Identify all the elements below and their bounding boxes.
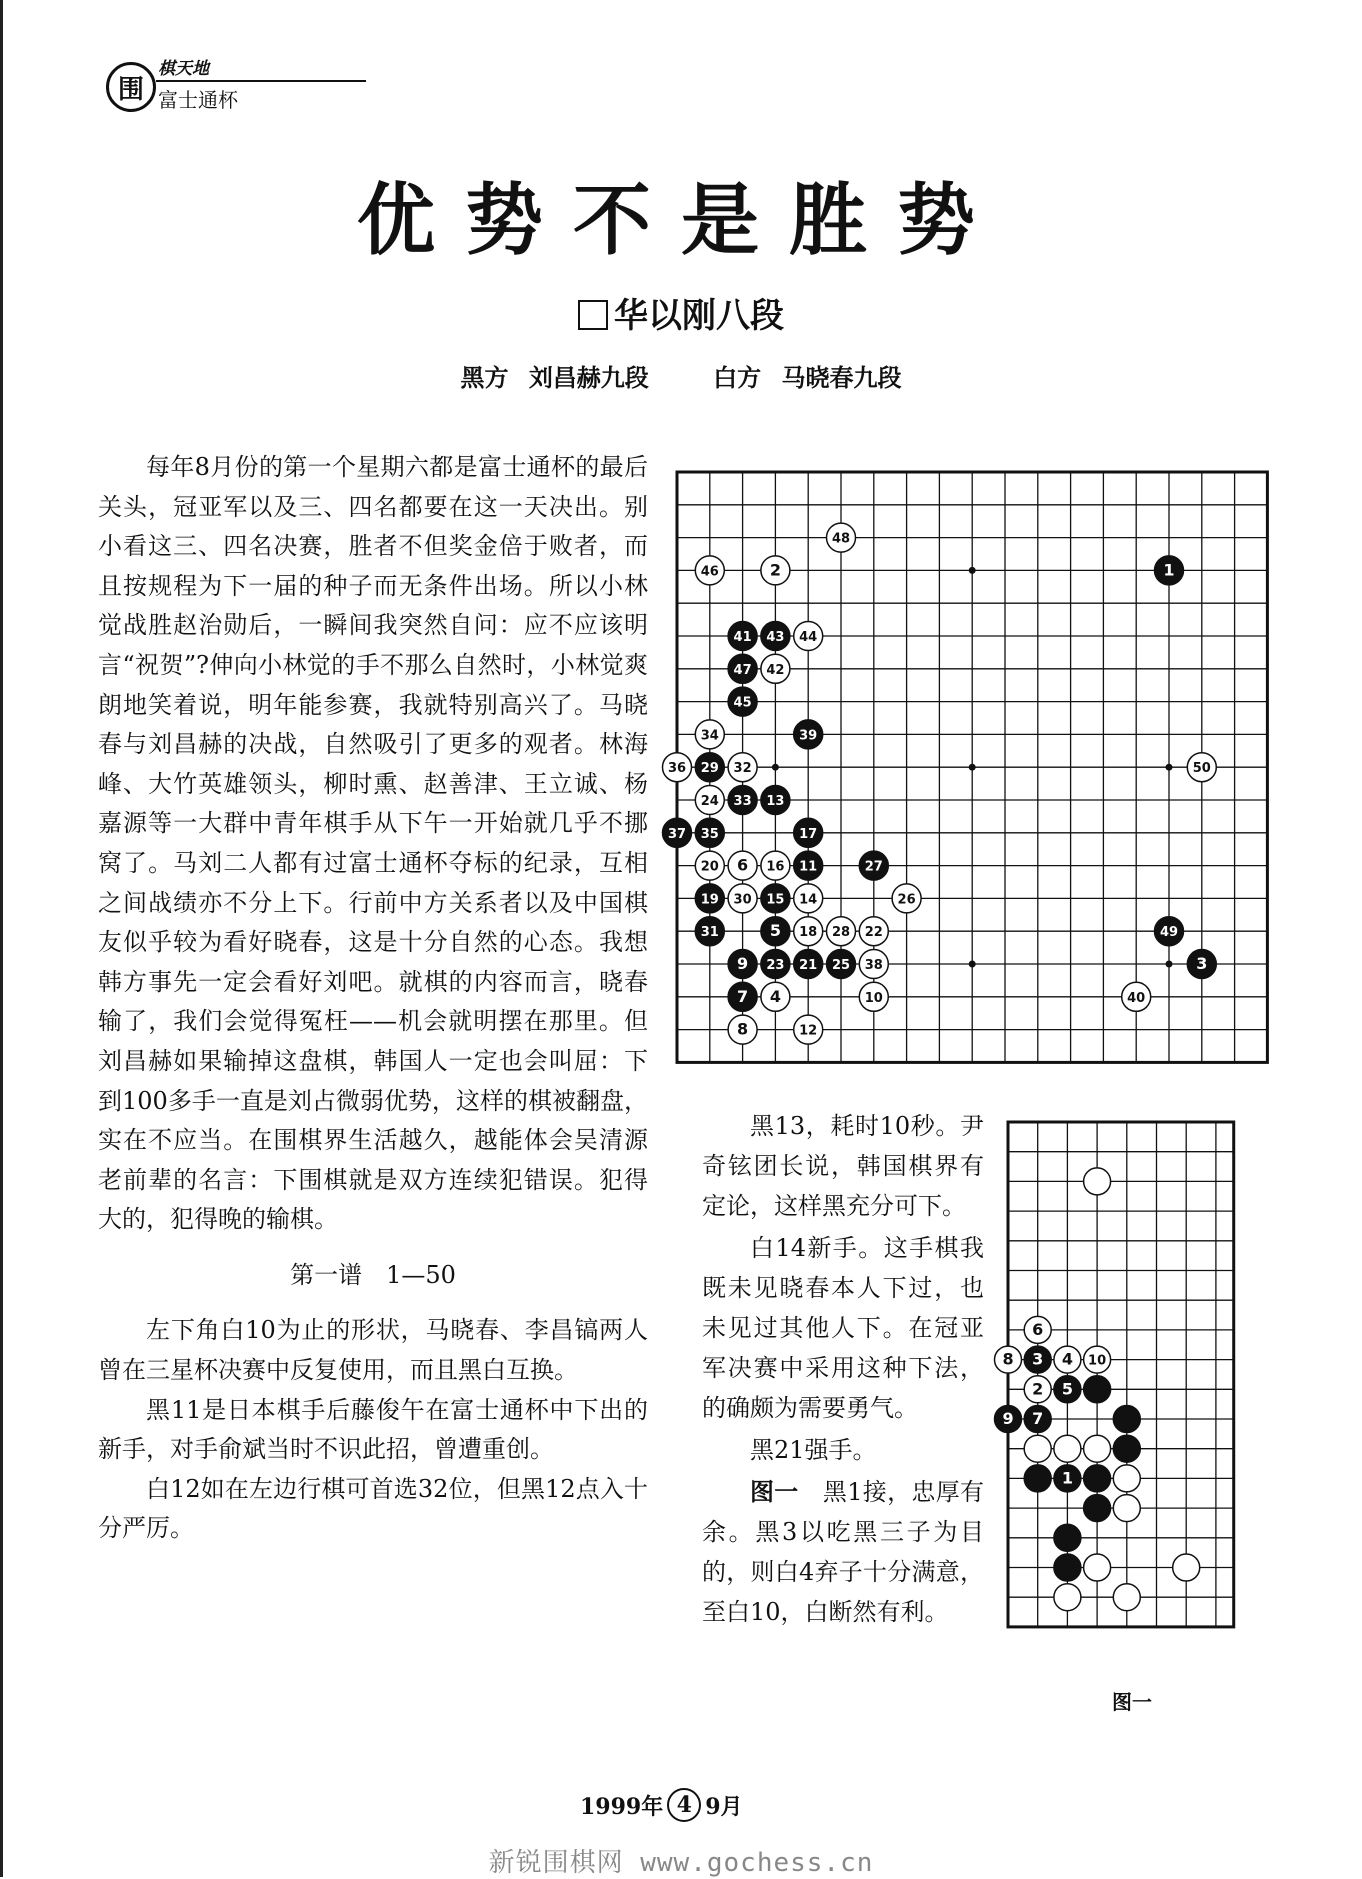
stone-disc xyxy=(1113,1495,1140,1522)
white-stone xyxy=(1054,1346,1081,1373)
black-stone xyxy=(1084,1465,1111,1492)
section-heading: 第一谱 1—50 xyxy=(290,1260,456,1289)
move-number: 18 xyxy=(799,925,818,941)
stone-disc xyxy=(1054,1554,1081,1581)
white-stone xyxy=(859,917,888,946)
black-stone xyxy=(1155,917,1184,946)
logo-char: 围 xyxy=(117,74,144,105)
white-stone xyxy=(794,884,823,913)
paragraph-text: 黑1接，忠厚有余。黑3以吃黑三子为目的，则白4弃子十分满意，至白10，白断然有利。 xyxy=(702,1478,984,1626)
move-number: 25 xyxy=(831,958,851,973)
stone-disc xyxy=(1113,1435,1140,1462)
stone-disc xyxy=(1054,1584,1081,1611)
star-point xyxy=(969,764,976,771)
white-stone xyxy=(695,720,724,749)
stone-disc xyxy=(1024,1435,1051,1462)
move-number: 3 xyxy=(1196,954,1208,973)
black-label: 黑方 xyxy=(460,363,509,392)
white-name: 马晓春九段 xyxy=(781,363,902,392)
white-stone xyxy=(995,1346,1022,1373)
black-stone xyxy=(695,917,724,946)
white-stone xyxy=(1024,1316,1051,1343)
go-diagram-figure1 xyxy=(1004,1118,1262,1644)
stone-disc xyxy=(1113,1406,1140,1433)
black-stone xyxy=(995,1406,1022,1433)
footer-month: 9月 xyxy=(705,1793,743,1820)
move-number: 7 xyxy=(1032,1409,1044,1428)
move-number: 8 xyxy=(737,1019,749,1039)
black-stone xyxy=(761,622,790,651)
author-box-icon xyxy=(578,300,608,330)
stone-disc xyxy=(1084,1495,1111,1522)
stone-disc xyxy=(1084,1376,1111,1403)
white-stone xyxy=(761,556,790,585)
move-number: 49 xyxy=(1159,925,1179,941)
move-number: 44 xyxy=(799,630,818,645)
white-stone xyxy=(859,982,888,1011)
move-number: 31 xyxy=(700,925,719,941)
move-number: 32 xyxy=(733,761,752,777)
board-border xyxy=(1008,1122,1234,1627)
move-number: 14 xyxy=(799,892,818,908)
page-footer xyxy=(580,1788,743,1822)
white-stone xyxy=(761,654,790,683)
white-stone xyxy=(695,786,724,815)
move-number: 36 xyxy=(667,761,687,777)
move-number: 13 xyxy=(766,794,785,809)
white-stone xyxy=(1084,1168,1111,1195)
black-stone xyxy=(1084,1376,1111,1403)
move-number: 12 xyxy=(799,1023,818,1039)
figure-ref: 图一 xyxy=(750,1477,799,1506)
star-point xyxy=(969,567,976,574)
move-number: 50 xyxy=(1192,761,1211,777)
move-number: 21 xyxy=(799,958,818,973)
move-number: 43 xyxy=(766,630,785,645)
black-stone xyxy=(761,917,790,946)
move-number: 11 xyxy=(799,859,818,875)
move-number: 20 xyxy=(700,859,719,875)
move-number: 30 xyxy=(733,892,752,908)
black-name: 刘昌赫九段 xyxy=(528,363,649,392)
page-number: 4 xyxy=(667,1788,701,1822)
white-stone xyxy=(761,982,790,1011)
paragraph: 左下角白10为止的形状，马晓春、李昌镐两人曾在三星杯决赛中反复使用，而且黑白互换。 xyxy=(98,1316,648,1385)
black-stone xyxy=(663,818,692,847)
black-stone xyxy=(1054,1465,1081,1492)
black-stone xyxy=(695,884,724,913)
paragraph: 每年8月份的第一个星期六都是富士通杯的最后关头，冠亚军以及三、四名都要在这一天决出。别小看这三、四名决赛，胜者不但奖金倍于败者，而且按规程为下一届的种子而无条件出场。所以小林觉战胜赵治勋后，一瞬间我突然自问：应不应该明言“祝贺”?伸向小林觉的手不那么自然时，小林觉爽朗地笑着说，明年能参赛，我就特别高兴了。马晓春与刘昌赫的决战，自然吸引了更多的观者。林海峰、大竹英雄领头，柳时熏、赵善津、王立诚、杨嘉源等一大群中青年棋手从下午一开始就几乎不挪窝了。马刘二人都有过富士通杯夺标的纪录，互相之间战绩亦不分上下。行前中方关系者以及中国棋友似乎较为看好晓春，这是十分自然的心态。我想韩方事先一定会看好刘吧。就棋的内容而言，晓春输了，我们会觉得冤枉——机会就明摆在那里。但刘昌赫如果输掉这盘棋，韩国人一定也会叫屈：下到100多手一直是刘占微弱优势，这样的棋被翻盘，实在不应当。在围棋界生活越久，越能体会吴清源老前辈的名言：下围棋就是双方连续犯错误。犯得大的，犯得晚的输棋。 xyxy=(98,453,648,1234)
black-stone xyxy=(1084,1495,1111,1522)
black-stone xyxy=(1113,1435,1140,1462)
move-number: 22 xyxy=(864,925,883,941)
move-number: 9 xyxy=(1002,1409,1014,1428)
move-number: 17 xyxy=(799,826,818,842)
right-column xyxy=(702,1106,984,1634)
white-stone xyxy=(794,1015,823,1044)
white-stone xyxy=(761,851,790,880)
stone-disc xyxy=(1084,1435,1111,1462)
black-stone xyxy=(1024,1406,1051,1433)
move-number: 2 xyxy=(1032,1379,1044,1399)
move-number: 3 xyxy=(1032,1349,1044,1369)
white-stone xyxy=(728,851,757,880)
white-stone xyxy=(728,753,757,782)
move-number: 47 xyxy=(733,662,752,678)
star-point xyxy=(1166,764,1173,771)
move-number: 7 xyxy=(737,986,749,1006)
footer-year: 1999年 xyxy=(580,1793,664,1820)
stone-disc xyxy=(1054,1524,1081,1551)
white-stone xyxy=(1113,1465,1140,1492)
article-author xyxy=(0,288,1362,337)
paragraph xyxy=(702,1472,984,1632)
move-number: 26 xyxy=(897,892,916,908)
left-column xyxy=(98,448,648,1549)
figure-label: 图一 xyxy=(1112,1690,1152,1714)
black-stone xyxy=(1054,1376,1081,1403)
white-stone xyxy=(728,1015,757,1044)
magazine-logo xyxy=(106,62,156,112)
white-label: 白方 xyxy=(713,363,762,392)
watermark: 新锐围棋网 www.gochess.cn xyxy=(488,1848,874,1878)
move-number: 1 xyxy=(1061,1468,1073,1488)
move-number: 8 xyxy=(1002,1349,1014,1369)
paragraph: 黑11是日本棋手后藤俊午在富士通杯中下出的新手，对手俞斌当时不识此招，曾遭重创。 xyxy=(98,1395,648,1464)
move-number: 19 xyxy=(700,892,719,908)
paragraph: 白12如在左边行棋可首选32位，但黑12点入十分严厉。 xyxy=(98,1474,648,1543)
black-stone xyxy=(1024,1346,1051,1373)
white-stone xyxy=(1024,1376,1051,1403)
star-point xyxy=(969,961,976,968)
move-number: 6 xyxy=(1032,1319,1044,1339)
white-stone xyxy=(1084,1346,1111,1373)
white-stone xyxy=(1122,982,1151,1011)
white-stone xyxy=(1054,1435,1081,1462)
white-stone xyxy=(1054,1584,1081,1611)
paragraph: 白14新手。这手棋我既未见晓春本人下过，也未见过其他人下。在冠亚军决赛中采用这种下法，的确颇为需要勇气。 xyxy=(702,1234,984,1422)
move-number: 24 xyxy=(700,794,719,809)
move-number: 28 xyxy=(831,925,851,941)
article-title: 优势不是胜势 xyxy=(356,176,1005,266)
white-stone xyxy=(695,556,724,585)
black-stone xyxy=(859,851,888,880)
black-stone xyxy=(695,753,724,782)
move-number: 5 xyxy=(1061,1379,1073,1399)
black-stone xyxy=(728,622,757,651)
header-rule xyxy=(156,80,366,82)
white-stone xyxy=(1113,1495,1140,1522)
move-number: 1 xyxy=(1163,560,1175,580)
black-stone xyxy=(728,982,757,1011)
black-stone xyxy=(1054,1554,1081,1581)
black-stone xyxy=(761,884,790,913)
move-number: 10 xyxy=(864,990,883,1006)
black-stone xyxy=(1187,950,1216,979)
white-stone xyxy=(1113,1584,1140,1611)
move-number: 37 xyxy=(667,826,687,842)
white-stone xyxy=(663,753,692,782)
author-name: 华以刚八段 xyxy=(614,296,784,336)
star-point xyxy=(772,764,779,771)
move-number: 34 xyxy=(700,728,719,744)
white-stone xyxy=(1173,1554,1200,1581)
move-number: 38 xyxy=(864,958,883,973)
move-number: 35 xyxy=(700,826,719,842)
move-number: 15 xyxy=(766,892,785,908)
white-stone xyxy=(1084,1435,1111,1462)
black-stone xyxy=(1054,1524,1081,1551)
black-stone xyxy=(761,786,790,815)
move-number: 39 xyxy=(799,728,818,744)
white-stone xyxy=(794,917,823,946)
go-diagram-main xyxy=(667,472,1274,1062)
move-number: 10 xyxy=(1088,1353,1107,1369)
star-point xyxy=(1166,961,1173,968)
black-stone xyxy=(794,851,823,880)
paragraph: 黑13，耗时10秒。尹奇铉团长说，韩国棋界有定论，这样黑充分可下。 xyxy=(702,1112,984,1220)
stone-disc xyxy=(1113,1465,1140,1492)
black-stone xyxy=(1024,1465,1051,1492)
white-stone xyxy=(892,884,921,913)
move-number: 33 xyxy=(733,794,752,809)
stone-disc xyxy=(1113,1584,1140,1611)
move-number: 29 xyxy=(700,761,719,777)
page-edge xyxy=(0,0,3,1877)
white-stone xyxy=(827,523,856,552)
move-number: 45 xyxy=(733,695,752,711)
move-number: 4 xyxy=(769,986,781,1006)
black-stone xyxy=(1113,1406,1140,1433)
stone-disc xyxy=(1084,1465,1111,1492)
move-number: 41 xyxy=(733,630,752,645)
black-stone xyxy=(794,950,823,979)
move-number: 5 xyxy=(769,921,781,941)
move-number: 2 xyxy=(769,560,781,580)
white-stone xyxy=(794,622,823,651)
black-stone xyxy=(827,950,856,979)
stone-disc xyxy=(1084,1168,1111,1195)
stone-disc xyxy=(1024,1465,1051,1492)
black-stone xyxy=(728,786,757,815)
white-stone xyxy=(1024,1435,1051,1462)
black-stone xyxy=(695,818,724,847)
white-stone xyxy=(1187,753,1216,782)
players-line xyxy=(0,358,1362,393)
move-number: 48 xyxy=(831,531,851,547)
white-stone xyxy=(695,851,724,880)
move-number: 42 xyxy=(766,662,785,678)
white-stone xyxy=(1084,1554,1111,1581)
black-stone xyxy=(1155,556,1184,585)
black-stone xyxy=(794,818,823,847)
move-number: 9 xyxy=(737,954,749,973)
move-number: 27 xyxy=(864,859,883,875)
white-stone xyxy=(728,884,757,913)
black-stone xyxy=(728,687,757,716)
move-number: 23 xyxy=(766,958,785,973)
black-stone xyxy=(761,950,790,979)
stone-disc xyxy=(1084,1554,1111,1581)
white-stone xyxy=(827,917,856,946)
stone-disc xyxy=(1054,1435,1081,1462)
black-stone xyxy=(728,950,757,979)
move-number: 6 xyxy=(737,855,749,875)
stone-disc xyxy=(1173,1554,1200,1581)
white-stone xyxy=(859,950,888,979)
move-number: 16 xyxy=(766,859,785,875)
move-number: 4 xyxy=(1061,1349,1073,1369)
column-name: 富士通杯 xyxy=(158,88,238,112)
move-number: 40 xyxy=(1127,990,1146,1006)
black-stone xyxy=(794,720,823,749)
paragraph: 黑21强手。 xyxy=(750,1436,877,1464)
magazine-name: 棋天地 xyxy=(158,59,209,79)
black-stone xyxy=(728,654,757,683)
move-number: 46 xyxy=(700,564,719,580)
